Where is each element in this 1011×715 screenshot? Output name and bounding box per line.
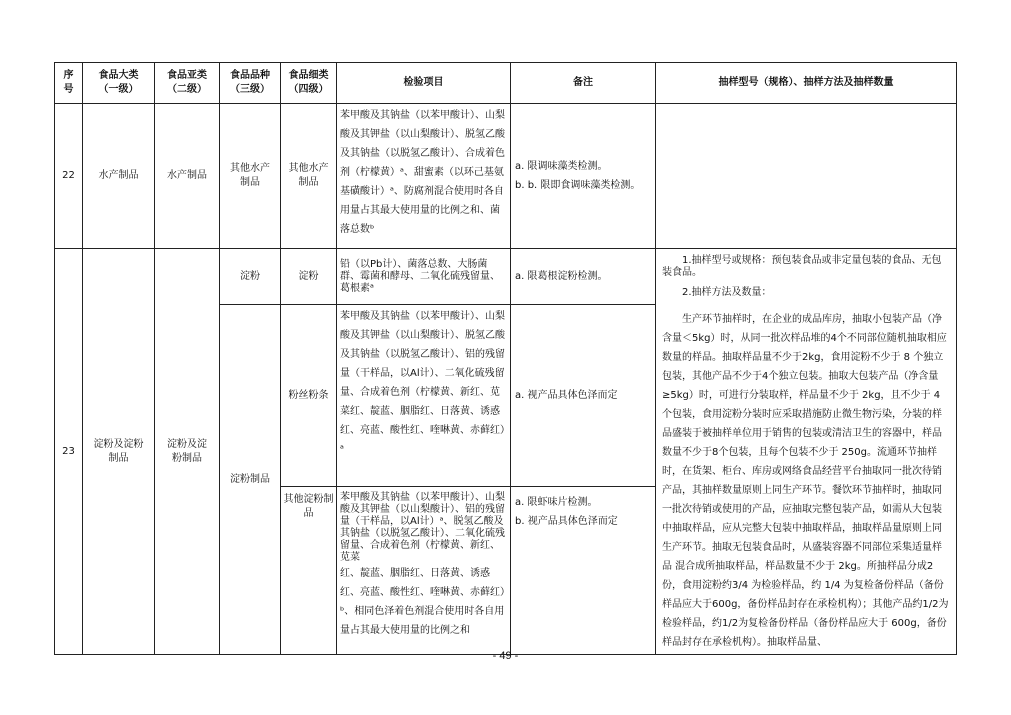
row23-starch-products-category-level3: 淀粉制品 bbox=[220, 305, 281, 655]
row23-vermicelli-inspection-items: 苯甲酸及其钠盐（以苯甲酸计）、山梨酸及其钾盐（以山梨酸计）、脱氢乙酸及其钠盐（以脱氢乙酸计）、铝的残留量（干样品，以Al计）、二氧化硫残留量、合成着色剂（柠檬黄、新红、苋菜红、靛蓝、胭脂红、日落黄、诱惑红、亮蓝、酸性红、喹啉黄、赤藓红）ᵃ bbox=[337, 305, 511, 487]
table-row-23-starch bbox=[55, 249, 957, 305]
header-inspection-items: 检验项目 bbox=[337, 63, 511, 104]
page-number: - 49 - bbox=[492, 650, 519, 662]
row23-category-level1: 淀粉及淀粉制品 bbox=[83, 249, 155, 655]
row22-category-level2: 水产制品 bbox=[155, 104, 220, 249]
row23-seq: 23 bbox=[55, 249, 83, 655]
row22-notes: a. 限调味藻类检测。 b. b. 限即食调味藻类检测。 bbox=[511, 104, 656, 249]
row22-sampling-empty bbox=[656, 104, 957, 249]
row23-starch-category-level4: 淀粉 bbox=[281, 249, 337, 305]
header-category-level1: 食品大类 （一级） bbox=[83, 63, 155, 104]
row23-other-category-level4: 其他淀粉制品 bbox=[281, 487, 337, 655]
header-row bbox=[55, 63, 957, 104]
header-category-level4: 食品细类 （四级） bbox=[281, 63, 337, 104]
row23-other-notes: a. 限虾味片检测。 b. 视产品具体色泽而定 bbox=[511, 487, 656, 655]
header-sampling: 抽样型号（规格）、抽样方法及抽样数量 bbox=[656, 63, 957, 104]
row22-category-level1: 水产制品 bbox=[83, 104, 155, 249]
row23-starch-notes: a. 限葛根淀粉检测。 bbox=[511, 249, 656, 305]
row22-seq: 22 bbox=[55, 104, 83, 249]
header-seq: 序 号 bbox=[55, 63, 83, 104]
row23-vermicelli-category-level4: 粉丝粉条 bbox=[281, 305, 337, 487]
row23-sampling-method: 1.抽样型号或规格：预包装食品或非定量包装的食品、无包装食品。 2.抽样方法及数量： 生产环节抽样时，在企业的成品库房，抽取小包装产品（净含量＜5kg）时，从同一批次样品堆的4个不同部位随机抽取相应数量的样品。抽取样品量不少于2kg，食用淀粉不少于 8 个独立包装，其他产品不少于4个独立包装。抽取大包装产品（净含量≥5kg）时，可进行分装取样，样品量不少于 2kg，且不少于 4 个包装，食用淀粉分装时应采取措施防止微生物污染，分装的样品盛装于被抽样单位用于销售的包装或清洁卫生的容器中，样品数量不少于8个包装，且每个包装不少于 250g。流通环节抽样时，在货架、柜台、库房或网络食品经营平台抽取同一批次待销产品，其抽样数量原则上同生产环节。餐饮环节抽样时，抽取同一批次待销或使用的产品，应抽取完整包装产品，如需从大包装中抽取样品，应从完整大包装中抽取样品，抽取样品量原则上同生产环节。抽取无包装食品时，从盛装容器不同部位采集适量样品 混合成所抽取样品，样品数量不少于 2kg。所抽样品分成2份，食用淀粉约3/4 为检验样品，约 1/4 为复检备份样品（备份样品应大于600g，备份样品封存在承检机构）；其他产品约1/2为检验样品，约1/2为复检备份样品（备份样品应大于 600g，备份样品封存在承检机构）。抽取样品量、 bbox=[656, 249, 957, 655]
row22-inspection-items: 苯甲酸及其钠盐（以苯甲酸计）、山梨酸及其钾盐（以山梨酸计）、脱氢乙酸及其钠盐（以脱氢乙酸计）、合成着色剂（柠檬黄）ᵃ、甜蜜素（以环己基氨基磺酸计）ᵃ、防腐剂混合使用时各自用量占其最大使用量的比例之和、菌落总数ᵇ bbox=[337, 104, 511, 249]
row22-category-level3: 其他水产制品 bbox=[220, 104, 281, 249]
header-notes: 备注 bbox=[511, 63, 656, 104]
inspection-table bbox=[54, 62, 957, 655]
row23-vermicelli-notes: a. 视产品具体色泽而定 bbox=[511, 305, 656, 487]
row23-category-level2: 淀粉及淀粉制品 bbox=[155, 249, 220, 655]
table-row-22 bbox=[55, 104, 957, 249]
header-category-level2: 食品亚类 （二级） bbox=[155, 63, 220, 104]
header-category-level3: 食品品种 （三级） bbox=[220, 63, 281, 104]
row22-category-level4: 其他水产制品 bbox=[281, 104, 337, 249]
row23-starch-inspection-items: 铅（以Pb计）、菌落总数、大肠菌群、霉菌和酵母、二氧化硫残留量、葛根素ᵃ bbox=[337, 249, 511, 305]
row23-other-inspection-items: 苯甲酸及其钠盐（以苯甲酸计）、山梨酸及其钾盐（以山梨酸计）、铝的残留量（干样品，以Al计）ᵃ、脱氢乙酸及其钠盐（以脱氢乙酸计）、二氧化硫残留量、合成着色剂（柠檬黄、新红、苋菜 红、靛蓝、胭脂红、日落黄、诱惑红、亮蓝、酸性红、喹啉黄、赤藓红）ᵇ、相同色泽着色剂混合使用时各自用量占其最大使用量的比例之和 bbox=[337, 487, 511, 655]
row23-starch-category-level3: 淀粉 bbox=[220, 249, 281, 305]
